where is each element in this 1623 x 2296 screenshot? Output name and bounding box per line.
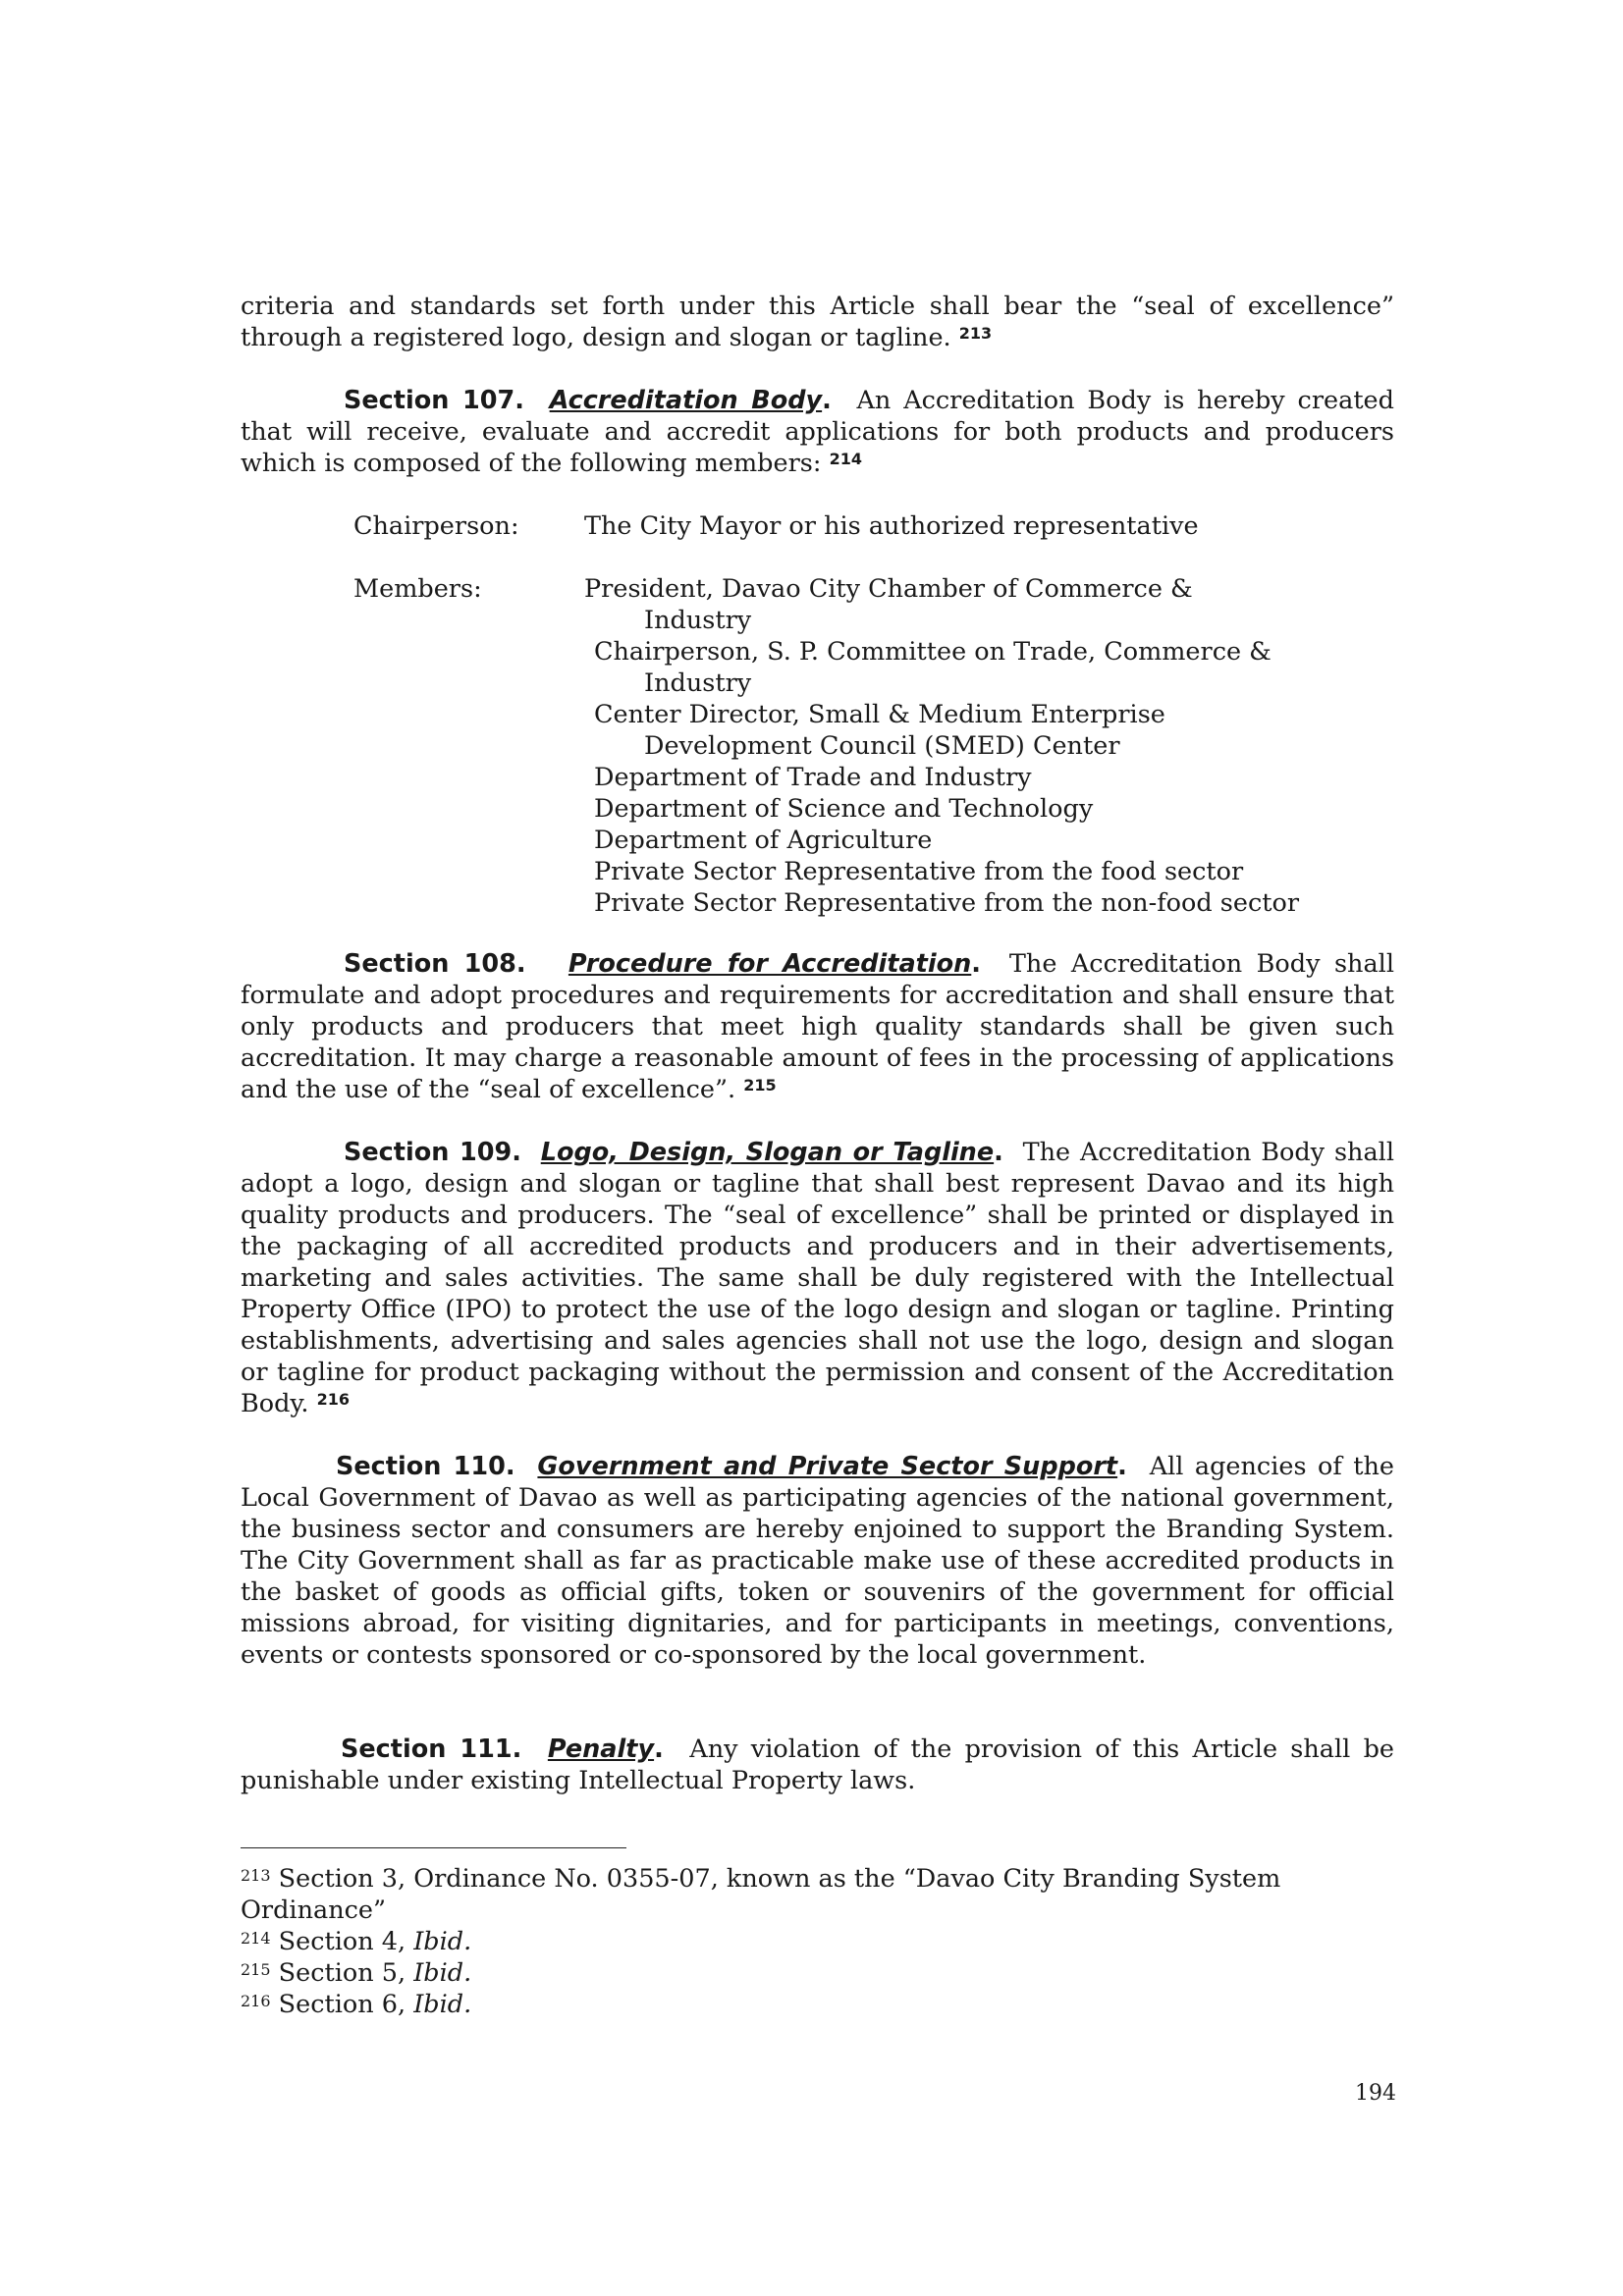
footnote-214 xyxy=(241,1926,1370,1957)
member-item: Department of Trade and Industry xyxy=(594,763,1032,792)
footnote-text: Section 4, xyxy=(278,1927,406,1956)
footnote-ibid: Ibid. xyxy=(413,1958,472,1988)
members-row xyxy=(353,573,1394,605)
members-block xyxy=(353,510,1394,542)
member-item: Private Sector Representative from the non-food sector xyxy=(594,888,1300,918)
footnote-text: Section 6, xyxy=(278,1990,406,2019)
footnote-ref-216: 216 xyxy=(316,1390,351,1409)
footnote-number: 215 xyxy=(241,1960,271,1979)
footnote-text: Section 5, xyxy=(278,1958,406,1988)
chairperson-label: Chairperson: xyxy=(353,511,519,541)
member-item-cont: Industry xyxy=(644,606,752,635)
chairperson-row xyxy=(353,510,1394,542)
section-111: Section 111. Penalty. Any violation of the provision of this Article shall be punishable under existing Intellectual Property laws. xyxy=(241,1735,1394,1795)
member-item-cont: Development Council (SMED) Center xyxy=(644,731,1120,761)
section-109-number: Section 109. xyxy=(344,1138,521,1167)
section-109-title: Logo, Design, Slogan or Tagline xyxy=(540,1138,995,1167)
footnote-number: 216 xyxy=(241,1992,271,2010)
section-108: Section 108. Procedure for Accreditation. The Accreditation Body shall formulate and adopt procedures and requirements for accreditation and shall ensure that only products and producers that meet high quality standards shall be given such accreditation. It may charge a reasonable amount of fees in the processing of applications and the use of the “seal of excellence”. $^{215}$ xyxy=(241,949,1394,1104)
section-107-title: Accreditation Body xyxy=(549,386,823,415)
section-108-title: Procedure for Accreditation xyxy=(568,949,972,979)
footnote-ibid: Ibid. xyxy=(413,1990,472,2019)
footnote-ref-214: 214 xyxy=(829,450,862,468)
chairperson-value: The City Mayor or his authorized representative xyxy=(584,511,1199,541)
section-110-title: Government and Private Sector Support xyxy=(537,1452,1118,1481)
section-110-number: Section 110. xyxy=(336,1452,515,1481)
section-111-title: Penalty xyxy=(547,1735,655,1764)
member-item: Private Sector Representative from the food sector xyxy=(594,857,1244,886)
section-110-text: All agencies of the Local Government of Davao as well as participating agencies of the national government, the business sector and consumers are hereby enjoined to support the Branding System. The City Government shall as far as practicable make use of these accredited products in the basket of goods as official gifts, token or souvenirs of the government for official missions abroad, for visiting dignitaries, and for participants in meetings, conventions, events or contests sponsored or co-sponsored by the local government. xyxy=(241,1452,1394,1670)
section-111-number: Section 111. xyxy=(341,1735,522,1764)
footnote-213 xyxy=(241,1863,1370,1926)
section-107-text: An Accreditation Body is hereby created that will receive, evaluate and accredit applications for both products and producers which is composed of the following members: xyxy=(241,386,1394,478)
page-number: 194 xyxy=(1355,2081,1396,2106)
member-item: Department of Agriculture xyxy=(594,826,933,855)
members-list xyxy=(353,573,1394,919)
footnote-215 xyxy=(241,1957,1370,1989)
section-110: Section 110. Government and Private Sector Support. All agencies of the Local Government of Davao as well as participating agencies of the national government, the business sector and consumers are hereby enjoined to support the Branding System. The City Government shall as far as practicable make use of these accredited products in the basket of goods as official gifts, token or souvenirs of the government for official missions abroad, for visiting dignitaries, and for participants in meetings, conventions, events or contests sponsored or co-sponsored by the local government. xyxy=(241,1452,1394,1670)
member-item-cont: Industry xyxy=(644,668,752,698)
members-label: Members: xyxy=(353,574,482,604)
footnote-ibid: Ibid. xyxy=(413,1927,472,1956)
section-108-text: The Accreditation Body shall formulate and adopt procedures and requirements for accreditation and shall ensure that only products and producers that meet high quality standards shall be given such accreditation. It may charge a reasonable amount of fees in the processing of applications and the use of the “seal of excellence”. xyxy=(241,949,1394,1104)
section-107: Section 107. Accreditation Body. An Accreditation Body is hereby created that will receive, evaluate and accredit applications for both products and producers which is composed of the following members: $^{214}$ xyxy=(241,386,1394,478)
section-108-number: Section 108. xyxy=(344,949,526,979)
footnote-number: 213 xyxy=(241,1866,271,1885)
footnote-divider xyxy=(241,1847,626,1848)
footnotes xyxy=(241,1863,1370,2020)
footnote-216 xyxy=(241,1989,1370,2020)
section-109-text: The Accreditation Body shall adopt a logo, design and slogan or tagline that shall best represent Davao and its high quality products and producers. The “seal of excellence” shall be printed or displayed in the packaging of all accredited products and producers and in their advertisements, marketing and sales activities. The same shall be duly registered with the Intellectual Property Office (IPO) to protect the use of the logo design and slogan or tagline. Printing establishments, advertising and sales agencies shall not use the logo, design and slogan or tagline for product packaging without the permission and consent of the Accreditation Body. xyxy=(241,1138,1394,1418)
section-109: Section 109. Logo, Design, Slogan or Tagline. The Accreditation Body shall adopt a logo, design and slogan or tagline that shall best represent Davao and its high quality products and producers. The “seal of excellence” shall be printed or displayed in the packaging of all accredited products and producers and in their advertisements, marketing and sales activities. The same shall be duly registered with the Intellectual Property Office (IPO) to protect the use of the logo design and slogan or tagline. Printing establishments, advertising and sales agencies shall not use the logo, design and slogan or tagline for product packaging without the permission and consent of the Accreditation Body. $^{216}$ xyxy=(241,1138,1394,1418)
section-111-text: Any violation of the provision of this Article shall be punishable under existing Intellectual Property laws. xyxy=(241,1735,1394,1795)
member-item: Chairperson, S. P. Committee on Trade, Commerce & xyxy=(594,637,1271,667)
member-item: Department of Science and Technology xyxy=(594,794,1094,824)
section-107-number: Section 107. xyxy=(344,386,524,415)
intro-paragraph xyxy=(241,291,1394,353)
intro-text: criteria and standards set forth under this Article shall bear the “seal of excellence” through a registered logo, design and slogan or tagline. xyxy=(241,292,1394,352)
footnote-ref-215: 215 xyxy=(743,1076,777,1095)
footnote-ref-213: 213 xyxy=(958,324,993,343)
member-item: Center Director, Small & Medium Enterprise xyxy=(594,700,1165,729)
member-item: President, Davao City Chamber of Commerce & xyxy=(584,574,1193,604)
footnote-text: Section 3, Ordinance No. 0355-07, known as the “Davao City Branding System Ordinance” xyxy=(241,1864,1281,1925)
footnote-number: 214 xyxy=(241,1929,271,1948)
